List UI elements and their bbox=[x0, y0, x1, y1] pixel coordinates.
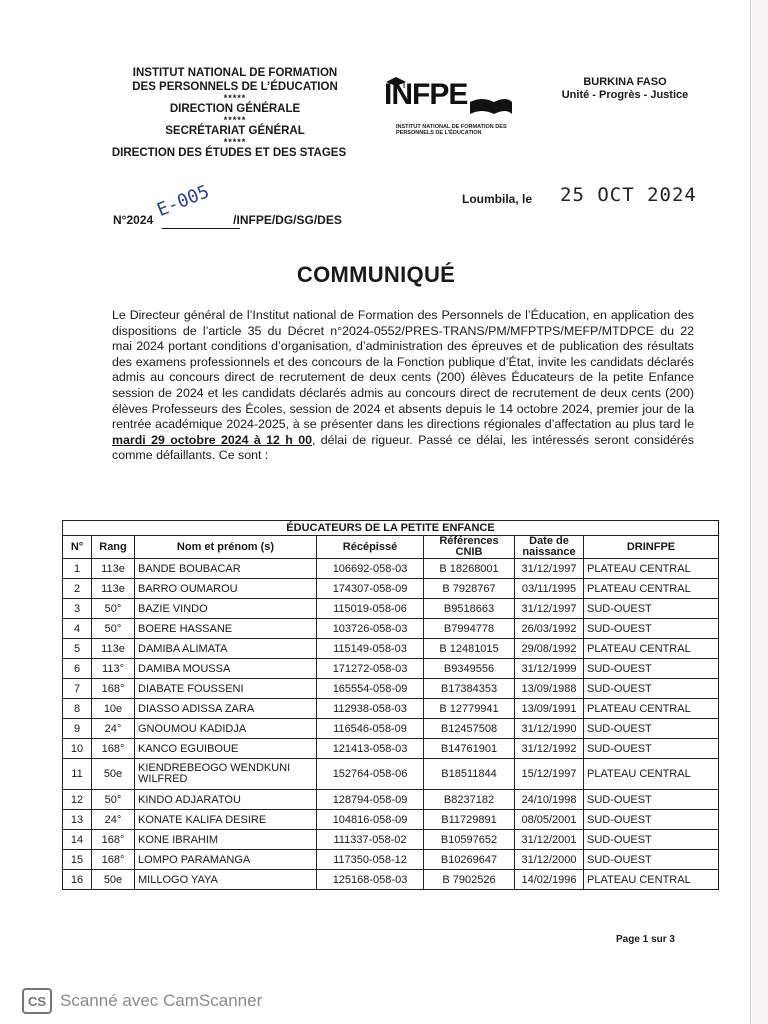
cell-birthdate: 31/12/1997 bbox=[515, 599, 584, 619]
cell-birthdate: 31/12/2001 bbox=[515, 830, 584, 850]
table-row bbox=[63, 719, 719, 739]
cell-no: 13 bbox=[63, 810, 92, 830]
cell-recepisse: 171272-058-03 bbox=[317, 659, 424, 679]
cell-rang: 50° bbox=[92, 790, 135, 810]
cell-cnib: B12457508 bbox=[424, 719, 515, 739]
cell-name: MILLOGO YAYA bbox=[135, 870, 317, 890]
cell-rang: 50° bbox=[92, 619, 135, 639]
reference-prefix: N°2024 bbox=[113, 213, 154, 227]
institute-line-2: DES PERSONNELS DE L’ÉDUCATION bbox=[132, 81, 338, 93]
table-row bbox=[63, 870, 719, 890]
cell-birthdate: 03/11/1995 bbox=[515, 579, 584, 599]
cell-no: 6 bbox=[63, 659, 92, 679]
cell-name: BOERE HASSANE bbox=[135, 619, 317, 639]
country-motto: Unité - Progrès - Justice bbox=[561, 89, 689, 101]
cell-recepisse: 165554-058-09 bbox=[317, 679, 424, 699]
table-row bbox=[63, 850, 719, 870]
cell-recepisse: 115149-058-03 bbox=[317, 639, 424, 659]
reference-underline bbox=[162, 228, 240, 229]
header-right bbox=[560, 76, 690, 102]
cell-cnib: B 7928767 bbox=[424, 579, 515, 599]
institute-line-1: INSTITUT NATIONAL DE FORMATION bbox=[132, 67, 338, 79]
cell-drinfpe: SUD-OUEST bbox=[584, 830, 719, 850]
cell-cnib: B18511844 bbox=[424, 759, 515, 790]
cell-cnib: B 7902526 bbox=[424, 870, 515, 890]
cell-recepisse: 174307-058-09 bbox=[317, 579, 424, 599]
cell-birthdate: 14/02/1996 bbox=[515, 870, 584, 890]
cell-birthdate: 13/09/1991 bbox=[515, 699, 584, 719]
cell-birthdate: 08/05/2001 bbox=[515, 810, 584, 830]
cell-cnib: B8237182 bbox=[424, 790, 515, 810]
secretariat-general: SECRÉTARIAT GÉNÉRAL bbox=[165, 125, 305, 137]
cell-rang: 168° bbox=[92, 739, 135, 759]
camscanner-text: Scanné avec CamScanner bbox=[60, 991, 263, 1010]
table-header-row bbox=[63, 536, 719, 559]
stars-divider: ***** bbox=[223, 137, 247, 147]
table-row bbox=[63, 619, 719, 639]
camscanner-watermark bbox=[22, 988, 262, 1014]
cell-cnib: B9518663 bbox=[424, 599, 515, 619]
cell-cnib: B17384353 bbox=[424, 679, 515, 699]
col-header-no: N° bbox=[63, 536, 92, 559]
cell-recepisse: 115019-058-06 bbox=[317, 599, 424, 619]
cell-recepisse: 128794-058-09 bbox=[317, 790, 424, 810]
cell-name: DAMIBA ALIMATA bbox=[135, 639, 317, 659]
page-title: COMMUNIQUÉ bbox=[296, 262, 456, 287]
cell-rang: 24° bbox=[92, 810, 135, 830]
place-label: Loumbila, le bbox=[462, 192, 533, 206]
col-header-rang: Rang bbox=[92, 536, 135, 559]
cell-rang: 168° bbox=[92, 850, 135, 870]
date-stamp: 25 OCT 2024 bbox=[560, 184, 697, 206]
table-row bbox=[63, 699, 719, 719]
cell-name: KANCO EGUIBOUE bbox=[135, 739, 317, 759]
cell-birthdate: 31/12/2000 bbox=[515, 850, 584, 870]
cell-birthdate: 13/09/1988 bbox=[515, 679, 584, 699]
cell-name: BANDE BOUBACAR bbox=[135, 559, 317, 579]
communique-body bbox=[112, 308, 694, 464]
cell-no: 14 bbox=[63, 830, 92, 850]
cell-birthdate: 31/12/1999 bbox=[515, 659, 584, 679]
cell-recepisse: 125168-058-03 bbox=[317, 870, 424, 890]
cell-cnib: B 12481015 bbox=[424, 639, 515, 659]
cell-drinfpe: PLATEAU CENTRAL bbox=[584, 639, 719, 659]
cell-name: DAMIBA MOUSSA bbox=[135, 659, 317, 679]
body-part-2: , délai de rigueur. Passé ce délai, les intéressés seront considérés comme défaillants. Ce sont : bbox=[112, 432, 694, 463]
cell-drinfpe: SUD-OUEST bbox=[584, 719, 719, 739]
cell-recepisse: 104816-058-09 bbox=[317, 810, 424, 830]
cell-no: 15 bbox=[63, 850, 92, 870]
cell-no: 5 bbox=[63, 639, 92, 659]
table-row bbox=[63, 810, 719, 830]
col-header-cnib: Références CNIB bbox=[424, 536, 515, 559]
cell-no: 2 bbox=[63, 579, 92, 599]
cell-recepisse: 152764-058-06 bbox=[317, 759, 424, 790]
cell-no: 1 bbox=[63, 559, 92, 579]
page-number: Page 1 sur 3 bbox=[616, 934, 675, 945]
cell-rang: 113° bbox=[92, 659, 135, 679]
cell-no: 10 bbox=[63, 739, 92, 759]
cell-cnib: B 18268001 bbox=[424, 559, 515, 579]
col-header-recepisse: Récépissé bbox=[317, 536, 424, 559]
cell-no: 7 bbox=[63, 679, 92, 699]
cell-name: LOMPO PARAMANGA bbox=[135, 850, 317, 870]
col-header-date: Date de naissance bbox=[515, 536, 584, 559]
cell-name: KONE IBRAHIM bbox=[135, 830, 317, 850]
cell-recepisse: 103726-058-03 bbox=[317, 619, 424, 639]
reference-number bbox=[113, 213, 342, 227]
cell-rang: 50e bbox=[92, 759, 135, 790]
cell-name: DIASSO ADISSA ZARA bbox=[135, 699, 317, 719]
cell-drinfpe: PLATEAU CENTRAL bbox=[584, 699, 719, 719]
cell-rang: 50e bbox=[92, 870, 135, 890]
cell-rang: 113e bbox=[92, 579, 135, 599]
cell-recepisse: 116546-058-09 bbox=[317, 719, 424, 739]
reference-stamp-number: E-005 bbox=[154, 181, 213, 221]
page-edge bbox=[750, 0, 751, 1024]
cell-drinfpe: PLATEAU CENTRAL bbox=[584, 759, 719, 790]
reference-suffix: /INFPE/DG/SG/DES bbox=[233, 213, 342, 227]
cell-cnib: B7994778 bbox=[424, 619, 515, 639]
cell-drinfpe: PLATEAU CENTRAL bbox=[584, 579, 719, 599]
body-part-1: Le Directeur général de l’Institut national de Formation des Personnels de l’Éducation, en application des dispositions de l’article 35 du Décret n°2024-0552/PRES-TRANS/PM/MFPTPS/MEFP/MTDPCE du 22 mai 2024 portant conditions d’organisation, d’administration des épreuves et de publication des résultats des examens professionnels et des concours de la Fonction publique d’État, invite les candidats déclarés admis au concours direct de recrutement de deux cents (200) élèves Éducateurs de la petite Enfance session de 2024 et les candidats déclarés admis au concours direct de recrutement de deux cents (200) élèves Professeurs des Écoles, session de 2024 et absents depuis le 14 octobre 2024, premier jour de la rentrée académique 2024-2025, à se présenter dans les directions régionales d’affectation au plus tard le bbox=[112, 308, 694, 432]
cell-cnib: B10269647 bbox=[424, 850, 515, 870]
cell-rang: 113e bbox=[92, 639, 135, 659]
cell-recepisse: 112938-058-03 bbox=[317, 699, 424, 719]
cell-drinfpe: PLATEAU CENTRAL bbox=[584, 559, 719, 579]
table-row bbox=[63, 759, 719, 790]
table-row bbox=[63, 830, 719, 850]
cell-name: DIABATE FOUSSENI bbox=[135, 679, 317, 699]
cell-recepisse: 117350-058-12 bbox=[317, 850, 424, 870]
cell-name: BARRO OUMAROU bbox=[135, 579, 317, 599]
cell-name: KIENDREBEOGO WENDKUNI WILFRED bbox=[135, 759, 317, 790]
country-name: BURKINA FASO bbox=[583, 76, 667, 88]
cell-drinfpe: SUD-OUEST bbox=[584, 659, 719, 679]
table-row bbox=[63, 790, 719, 810]
table-row bbox=[63, 599, 719, 619]
cell-drinfpe: PLATEAU CENTRAL bbox=[584, 870, 719, 890]
direction-etudes: DIRECTION DES ÉTUDES ET DES STAGES bbox=[111, 147, 347, 159]
cell-no: 11 bbox=[63, 759, 92, 790]
table-row bbox=[63, 659, 719, 679]
camscanner-icon: CS bbox=[22, 988, 52, 1014]
table-row bbox=[63, 559, 719, 579]
cell-recepisse: 111337-058-02 bbox=[317, 830, 424, 850]
cell-no: 12 bbox=[63, 790, 92, 810]
cell-drinfpe: SUD-OUEST bbox=[584, 679, 719, 699]
cell-no: 9 bbox=[63, 719, 92, 739]
cell-name: KINDO ADJARATOU bbox=[135, 790, 317, 810]
stars-divider: ***** bbox=[223, 115, 247, 125]
cell-birthdate: 15/12/1997 bbox=[515, 759, 584, 790]
table-row bbox=[63, 679, 719, 699]
cell-no: 8 bbox=[63, 699, 92, 719]
cell-rang: 10e bbox=[92, 699, 135, 719]
col-header-name: Nom et prénom (s) bbox=[135, 536, 317, 559]
stars-divider: ***** bbox=[223, 93, 247, 103]
cell-drinfpe: SUD-OUEST bbox=[584, 739, 719, 759]
logo-word: INFPE bbox=[384, 78, 468, 111]
cell-drinfpe: SUD-OUEST bbox=[584, 850, 719, 870]
cell-birthdate: 24/10/1998 bbox=[515, 790, 584, 810]
cell-cnib: B 12779941 bbox=[424, 699, 515, 719]
cell-rang: 168° bbox=[92, 679, 135, 699]
deadline-text: mardi 29 octobre 2024 à 12 h 00 bbox=[112, 432, 312, 447]
cell-cnib: B9349556 bbox=[424, 659, 515, 679]
cell-birthdate: 31/12/1992 bbox=[515, 739, 584, 759]
cell-birthdate: 31/12/1990 bbox=[515, 719, 584, 739]
infpe-logo bbox=[378, 72, 513, 142]
col-header-drinfpe: DRINFPE bbox=[584, 536, 719, 559]
cell-cnib: B10597652 bbox=[424, 830, 515, 850]
cell-birthdate: 31/12/1997 bbox=[515, 559, 584, 579]
cell-drinfpe: SUD-OUEST bbox=[584, 619, 719, 639]
table-row bbox=[63, 639, 719, 659]
direction-generale: DIRECTION GÉNÉRALE bbox=[169, 103, 301, 115]
cell-no: 4 bbox=[63, 619, 92, 639]
cell-birthdate: 29/08/1992 bbox=[515, 639, 584, 659]
cell-name: BAZIE VINDO bbox=[135, 599, 317, 619]
cell-cnib: B11729891 bbox=[424, 810, 515, 830]
header-left bbox=[100, 66, 370, 160]
cell-birthdate: 26/03/1992 bbox=[515, 619, 584, 639]
cell-rang: 113e bbox=[92, 559, 135, 579]
table-caption: ÉDUCATEURS DE LA PETITE ENFANCE bbox=[63, 521, 719, 536]
cell-rang: 24° bbox=[92, 719, 135, 739]
cell-drinfpe: SUD-OUEST bbox=[584, 599, 719, 619]
candidates-table bbox=[62, 520, 719, 890]
table-row bbox=[63, 579, 719, 599]
cell-recepisse: 121413-058-03 bbox=[317, 739, 424, 759]
cell-drinfpe: SUD-OUEST bbox=[584, 790, 719, 810]
cell-no: 16 bbox=[63, 870, 92, 890]
cell-name: GNOUMOU KADIDJA bbox=[135, 719, 317, 739]
cell-cnib: B14761901 bbox=[424, 739, 515, 759]
cell-drinfpe: SUD-OUEST bbox=[584, 810, 719, 830]
cell-name: KONATE KALIFA DESIRE bbox=[135, 810, 317, 830]
logo-tagline: INSTITUT NATIONAL DE FORMATION DES PERSONNELS DE L’ÉDUCATION bbox=[396, 124, 507, 136]
cell-no: 3 bbox=[63, 599, 92, 619]
cell-rang: 168° bbox=[92, 830, 135, 850]
table-row bbox=[63, 739, 719, 759]
cell-recepisse: 106692-058-03 bbox=[317, 559, 424, 579]
cell-rang: 50° bbox=[92, 599, 135, 619]
